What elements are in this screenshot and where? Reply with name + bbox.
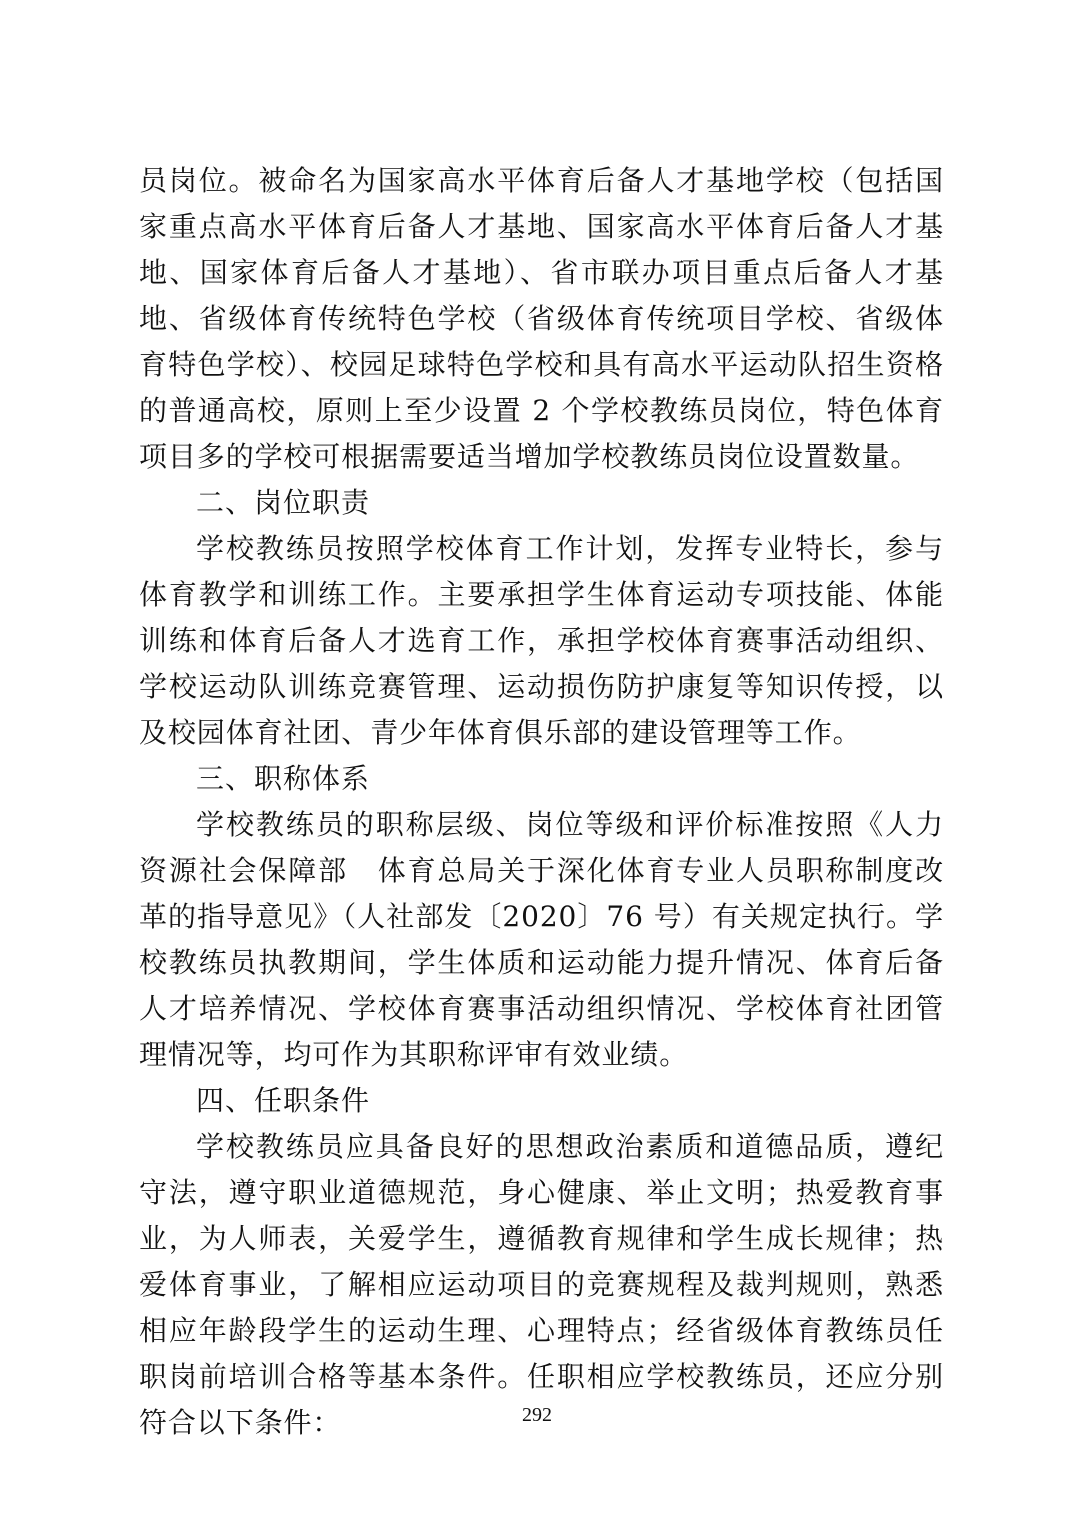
paragraph-title-system: 学校教练员的职称层级、岗位等级和评价标准按照《人力资源社会保障部 体育总局关于深化体育专业人员职称制度改革的指导意见》（人社部发〔2020〕76 号）有关规定执行。学校教练员执教期间，学生体质和运动能力提升情况、体育后备人才培养情况、学校体育赛事活动组织情况、学校体育社团管理情况等，均可作为其职称评审有效业绩。	[139, 808, 944, 1071]
document-body	[139, 158, 944, 1446]
page-number: 292	[522, 1404, 552, 1426]
section-heading-duties: 二、岗位职责	[196, 486, 371, 519]
section-heading-title-system: 三、职称体系	[196, 762, 371, 795]
paragraph-continued: 员岗位。被命名为国家高水平体育后备人才基地学校（包括国家重点高水平体育后备人才基地、国家高水平体育后备人才基地、国家体育后备人才基地）、省市联办项目重点后备人才基地、省级体育传统特色学校（省级体育传统项目学校、省级体育特色学校）、校园足球特色学校和具有高水平运动队招生资格的普通高校，原则上至少设置 2 个学校教练员岗位，特色体育项目多的学校可根据需要适当增加学校教练员岗位设置数量。	[139, 164, 944, 473]
section-heading-qualifications: 四、任职条件	[196, 1084, 371, 1117]
paragraph-duties: 学校教练员按照学校体育工作计划，发挥专业特长，参与体育教学和训练工作。主要承担学生体育运动专项技能、体能训练和体育后备人才选育工作，承担学校体育赛事活动组织、学校运动队训练竞赛管理、运动损伤防护康复等知识传授，以及校园体育社团、青少年体育俱乐部的建设管理等工作。	[139, 532, 944, 749]
paragraph-qualifications: 学校教练员应具备良好的思想政治素质和道德品质，遵纪守法，遵守职业道德规范，身心健康、举止文明；热爱教育事业，为人师表，关爱学生，遵循教育规律和学生成长规律；热爱体育事业，了解相应运动项目的竞赛规程及裁判规则，熟悉相应年龄段学生的运动生理、心理特点；经省级体育教练员任职岗前培训合格等基本条件。任职相应学校教练员，还应分别符合以下条件：	[139, 1130, 944, 1439]
